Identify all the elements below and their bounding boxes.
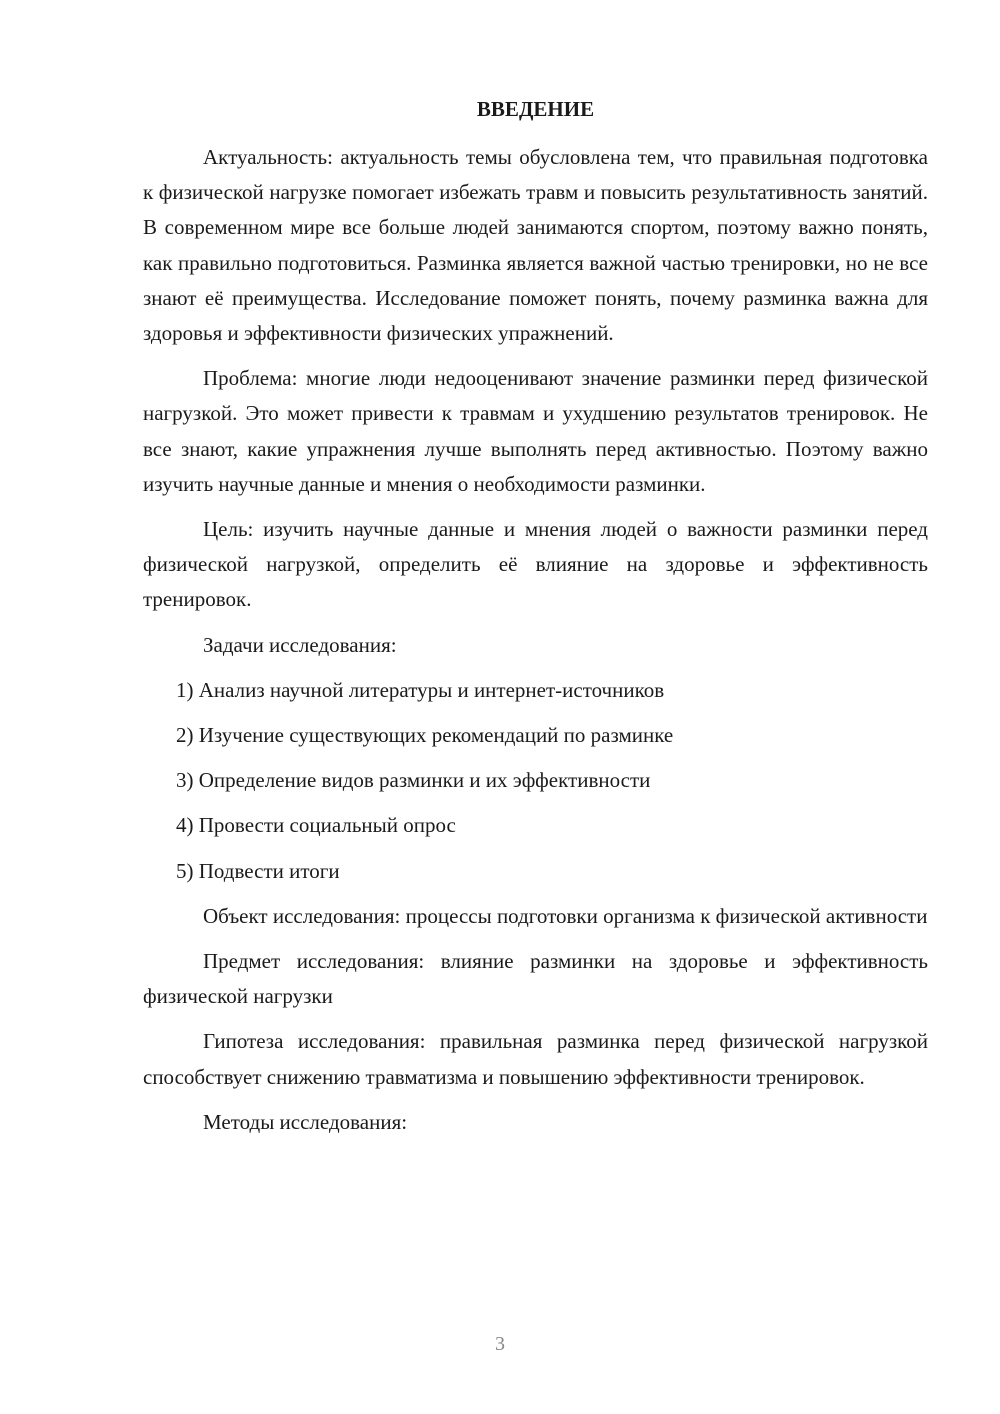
relevance-paragraph: Актуальность: актуальность темы обусловлена тем, что правильная подготовка к физической нагрузке помогает избежать травм и повысить результативность занятий. В современном мире все больше людей занимаются спортом, поэтому важно понять, как правильно подготовиться. Разминка является важной частью тренировки, но не все знают её преимущества. Исследование поможет понять, почему разминка важна для здоровья и эффективности физических упражнений. xyxy=(143,145,928,346)
page-number: 3 xyxy=(495,1333,505,1355)
page-title: ВВЕДЕНИЕ xyxy=(476,97,595,121)
task-item: 4) Провести социальный опрос xyxy=(176,813,456,838)
object-paragraph: Объект исследования: процессы подготовки организма к физической активности xyxy=(203,903,928,928)
methods-heading: Методы исследования: xyxy=(203,1109,408,1134)
hypothesis-paragraph: Гипотеза исследования: правильная разминка перед физической нагрузкой способствует снижению травматизма и повышению эффективности тренировок. xyxy=(143,1029,928,1089)
subject-paragraph: Предмет исследования: влияние разминки на здоровье и эффективность физической нагрузки xyxy=(143,949,928,1009)
goal-paragraph: Цель: изучить научные данные и мнения людей о важности разминки перед физической нагрузкой, определить её влияние на здоровье и эффективность тренировок. xyxy=(143,517,928,612)
tasks-heading: Задачи исследования: xyxy=(203,632,397,657)
tasks-list xyxy=(143,673,928,889)
problem-paragraph: Проблема: многие люди недооценивают значение разминки перед физической нагрузкой. Это может привести к травмам и ухудшению результатов тренировок. Не все знают, какие упражнения лучше выполнять перед активностью. Поэтому важно изучить научные данные и мнения о необходимости разминки. xyxy=(143,366,928,496)
task-item: 5) Подвести итоги xyxy=(176,858,340,883)
task-item: 3) Определение видов разминки и их эффективности xyxy=(176,768,651,793)
task-item: 1) Анализ научной литературы и интернет-источников xyxy=(176,677,665,702)
document-page xyxy=(143,92,928,1140)
task-item: 2) Изучение существующих рекомендаций по разминке xyxy=(176,723,674,748)
